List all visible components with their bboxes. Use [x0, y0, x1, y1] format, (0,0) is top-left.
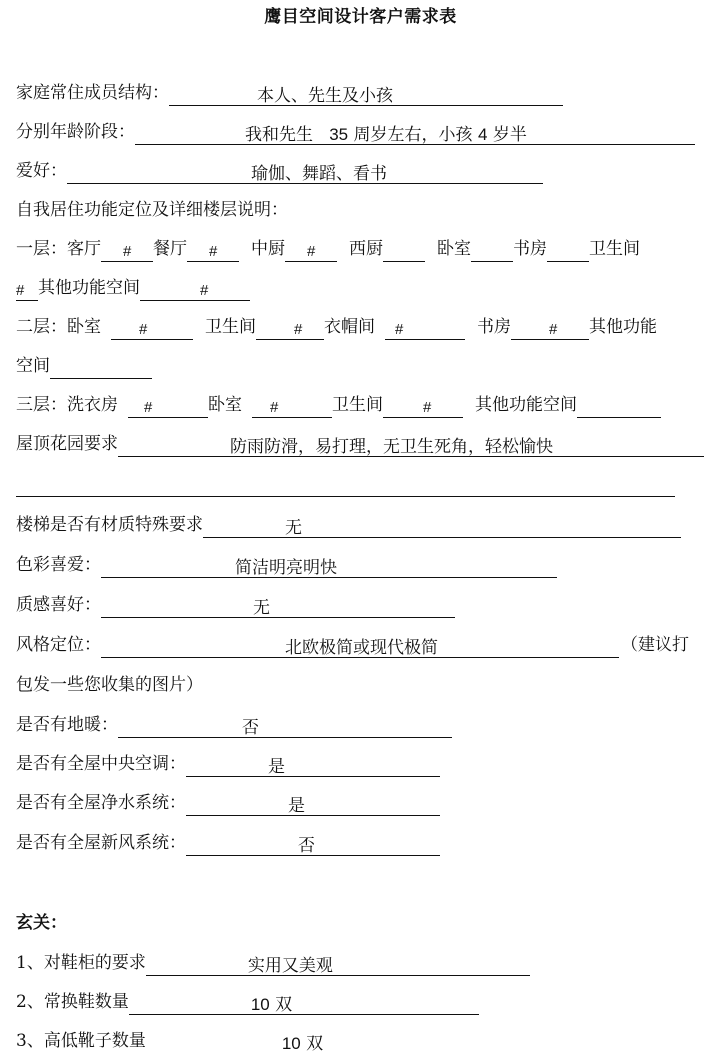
ages-value [245, 124, 527, 146]
members-row [16, 80, 563, 106]
shoe-count-unit: 双 [275, 995, 293, 1015]
style-label: 风格定位： [16, 635, 101, 655]
entrance-item-2 [16, 989, 479, 1015]
ages-value-num2: 4 [477, 125, 488, 144]
ages-value-mid: 周岁左右，小孩 [353, 125, 473, 145]
floor1-label: 一层： [16, 239, 67, 259]
floor2-room-bedroom: 卧室 [67, 317, 101, 337]
members-field[interactable] [169, 83, 563, 106]
texture-value: 无 [253, 598, 270, 618]
floor-heating-field[interactable] [118, 715, 452, 738]
floor1-room-bedroom: 卧室 [437, 239, 471, 259]
floor3-label: 三层： [16, 395, 67, 415]
floor1-living-field[interactable] [101, 239, 153, 262]
ages-row [16, 119, 695, 145]
water-purify-field[interactable] [186, 793, 440, 816]
style-value: 北欧极简或现代极简 [285, 638, 438, 658]
fresh-air-value: 否 [298, 836, 315, 856]
floor2-bathroom-field[interactable] [256, 317, 324, 340]
floor2-room-study: 书房 [477, 317, 511, 337]
floor3-bathroom-value: # [423, 399, 432, 416]
floor3-bedroom-value: # [270, 399, 279, 416]
roof-extra-line[interactable] [16, 496, 675, 497]
hobbies-value: 瑜伽、舞蹈、看书 [251, 164, 387, 184]
texture-row [16, 592, 455, 618]
floor1-chinese-kitchen-field[interactable] [285, 239, 337, 262]
ages-value-num: 35 [329, 125, 349, 144]
stairs-label: 楼梯是否有材质特殊要求 [16, 515, 203, 535]
roof-field[interactable] [118, 434, 704, 457]
floor2-label: 二层： [16, 317, 67, 337]
fresh-air-row [16, 830, 440, 856]
floor2-cloakroom-field[interactable] [385, 317, 465, 340]
stairs-row [16, 512, 681, 538]
floor-heating-label: 是否有地暖： [16, 715, 118, 735]
roof-row [16, 431, 704, 457]
texture-label: 质感喜好： [16, 595, 101, 615]
floor3-bathroom-field[interactable] [383, 395, 463, 418]
floor1-bathroom-field[interactable] [16, 278, 38, 301]
floor3-room-bedroom: 卧室 [208, 395, 242, 415]
members-value: 本人、先生及小孩 [257, 86, 393, 106]
hobbies-row [16, 158, 543, 184]
floor1-room-western-kitchen: 西厨 [349, 239, 383, 259]
color-row [16, 552, 557, 578]
floor2-other-field[interactable] [50, 356, 152, 379]
central-ac-field[interactable] [186, 754, 440, 777]
water-purify-value: 是 [288, 796, 305, 816]
floor3-other-field[interactable] [577, 395, 661, 418]
stairs-value: 无 [285, 518, 302, 538]
floor2-bathroom-value: # [294, 321, 303, 338]
floor1-room-bathroom: 卫生间 [589, 239, 640, 259]
boot-count-num: 10 [281, 1034, 301, 1053]
shoe-cabinet-field[interactable] [146, 953, 530, 976]
floor1-dining-value: # [209, 243, 218, 260]
floors-intro: 自我居住功能定位及详细楼层说明： [16, 200, 288, 220]
floor1-bedroom-field[interactable] [471, 239, 513, 262]
floor1-chinese-kitchen-value: # [307, 243, 316, 260]
floor-heating-value: 否 [242, 718, 259, 738]
shoe-count-label: 2、常换鞋数量 [16, 992, 129, 1012]
boot-count-unit: 双 [306, 1034, 324, 1054]
floor2-row [16, 314, 657, 340]
floor1-room-dining: 餐厅 [153, 239, 187, 259]
boot-count-field[interactable] [146, 1031, 476, 1054]
ages-label: 分别年龄阶段： [16, 122, 135, 142]
roof-value: 防雨防滑，易打理，无卫生死角，轻松愉快 [230, 437, 553, 457]
floor1-room-chinese-kitchen: 中厨 [251, 239, 285, 259]
shoe-cabinet-label: 1、对鞋柜的要求 [16, 953, 146, 973]
style-field[interactable] [101, 635, 619, 658]
floor1-row2 [16, 275, 250, 301]
ages-value-suffix: 岁半 [492, 125, 527, 145]
floor1-western-kitchen-field[interactable] [383, 239, 425, 262]
floor2-other-label: 其他功能 [589, 317, 657, 337]
members-label: 家庭常住成员结构： [16, 83, 169, 103]
shoe-count-value [251, 994, 292, 1016]
style-note-cont: 包发一些您收集的图片） [16, 675, 203, 695]
fresh-air-label: 是否有全屋新风系统： [16, 833, 186, 853]
entrance-heading: 玄关： [16, 913, 67, 933]
floor2-study-field[interactable] [511, 317, 589, 340]
shoe-count-field[interactable] [129, 992, 479, 1015]
floor3-bedroom-field[interactable] [252, 395, 332, 418]
floor1-other-field[interactable] [140, 278, 250, 301]
floor2-room-cloakroom: 衣帽间 [324, 317, 375, 337]
floor3-room-bathroom: 卫生间 [332, 395, 383, 415]
floor1-living-value: # [123, 243, 132, 260]
shoe-count-num: 10 [250, 995, 270, 1014]
central-ac-value: 是 [268, 757, 285, 777]
floor2-room-bathroom: 卫生间 [205, 317, 256, 337]
ages-value-prefix: 我和先生 [245, 125, 313, 145]
shoe-cabinet-value: 实用又美观 [247, 956, 333, 976]
floor3-room-laundry: 洗衣房 [67, 395, 118, 415]
color-value: 简洁明亮明快 [235, 558, 337, 578]
central-ac-row [16, 751, 440, 777]
boot-count-label: 3、高低靴子数量 [16, 1031, 146, 1051]
color-field[interactable] [101, 555, 557, 578]
floor2-other-label-cont: 空间 [16, 356, 50, 376]
floor2-row2 [16, 353, 152, 379]
floor2-bedroom-value: # [139, 321, 148, 338]
style-row [16, 632, 689, 658]
floor1-study-field[interactable] [547, 239, 589, 262]
floor3-laundry-value: # [144, 399, 153, 416]
floor1-bathroom-value: # [16, 282, 25, 299]
floor3-laundry-field[interactable] [128, 395, 208, 418]
central-ac-label: 是否有全屋中央空调： [16, 754, 186, 774]
water-purify-label: 是否有全屋净水系统： [16, 793, 186, 813]
boot-count-value [282, 1033, 323, 1055]
floor2-cloakroom-value: # [395, 321, 404, 338]
texture-field[interactable] [101, 595, 455, 618]
entrance-item-3 [16, 1028, 476, 1054]
floor1-other-value: # [200, 282, 209, 299]
floor1-other-label: 其他功能空间 [38, 278, 140, 298]
roof-label: 屋顶花园要求 [16, 434, 118, 454]
hobbies-field[interactable] [67, 161, 543, 184]
color-label: 色彩喜爱： [16, 555, 101, 575]
style-note: （建议打 [621, 635, 689, 655]
floor1-row [16, 236, 640, 262]
floor1-dining-field[interactable] [187, 239, 239, 262]
stairs-field[interactable] [203, 515, 681, 538]
floor-heating-row [16, 712, 452, 738]
floor3-other-label: 其他功能空间 [475, 395, 577, 415]
water-purify-row [16, 790, 440, 816]
floor1-room-study: 书房 [513, 239, 547, 259]
hobbies-label: 爱好： [16, 161, 67, 181]
fresh-air-field[interactable] [186, 833, 440, 856]
ages-field[interactable] [135, 122, 695, 145]
floor2-study-value: # [549, 321, 558, 338]
floor2-bedroom-field[interactable] [111, 317, 193, 340]
entrance-item-1 [16, 950, 530, 976]
floor1-room-living: 客厅 [67, 239, 101, 259]
floor3-row [16, 392, 661, 418]
page-title: 鹰目空间设计客户需求表 [264, 7, 457, 27]
